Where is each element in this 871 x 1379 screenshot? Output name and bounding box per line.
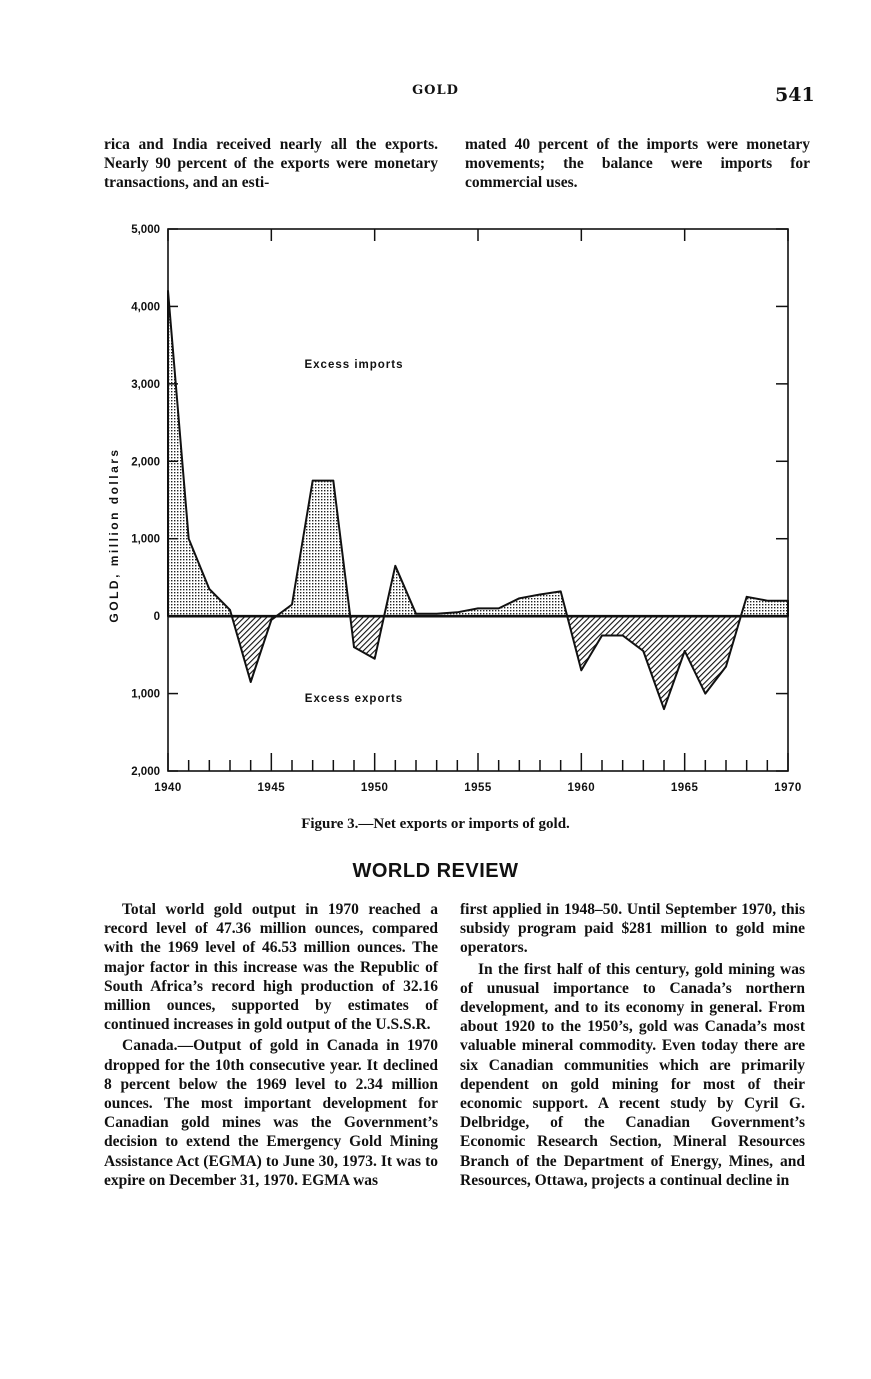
- excess-exports-area-5: [567, 616, 741, 709]
- excess-exports-area-1: [232, 616, 277, 682]
- data-point-1960: [581, 670, 583, 672]
- figure-caption: Figure 3.—Net exports or imports of gold.: [301, 816, 570, 832]
- y-tick-label: 2,000: [131, 766, 160, 778]
- excess-imports-area-6: [741, 597, 788, 616]
- plot-frame: [168, 229, 788, 771]
- excess-exports-area-3: [350, 616, 384, 659]
- excess-imports-area-4: [384, 566, 567, 616]
- left-paragraph-1: Total world gold output in 1970 reached a record level of 47.36 million ounces, compared with the 1969 level of 46.53 million ounces. The major factor in this increase was the Republic of South Africa’s record high production of 32.16 million ounces, supported by estimates of continued increases in gold output of the U.S.S.R.: [104, 901, 438, 1034]
- x-tick-label: 1945: [257, 782, 286, 794]
- excess-imports-area-2: [277, 481, 351, 616]
- top-left-column: [104, 135, 438, 193]
- top-right-column: [465, 135, 810, 193]
- data-point-1941: [188, 538, 190, 540]
- data-point-1943: [229, 609, 231, 611]
- data-point-1946: [291, 604, 293, 606]
- top-left-paragraph: rica and India received nearly all the exports. Nearly 90 percent of the exports were monetary transactions, and an esti-: [104, 136, 438, 192]
- gold-trade-chart: [90, 205, 810, 805]
- data-point-1944: [250, 681, 252, 683]
- x-tick-label: 1965: [670, 782, 699, 794]
- data-point-1967: [725, 666, 727, 668]
- data-point-1942: [209, 588, 211, 590]
- y-tick-label: 4,000: [131, 301, 160, 314]
- x-tick-label: 1960: [567, 782, 596, 794]
- y-tick-label: 1,000: [131, 688, 160, 701]
- data-point-1953: [436, 613, 438, 615]
- left-paragraph-2: [104, 1036, 438, 1190]
- data-point-1963: [643, 650, 645, 652]
- section-heading: WORLD REVIEW: [352, 860, 519, 882]
- data-point-1958: [539, 594, 541, 596]
- bottom-left-column: [104, 900, 438, 1190]
- data-point-1954: [457, 612, 459, 614]
- annotation-excess-exports: Excess exports: [304, 693, 404, 705]
- data-point-1964: [663, 708, 665, 710]
- data-point-1949: [353, 646, 355, 648]
- data-point-1947: [312, 480, 314, 482]
- data-point-1951: [395, 565, 397, 567]
- data-point-1968: [746, 596, 748, 598]
- data-point-1962: [622, 635, 624, 637]
- x-tick-label: 1940: [154, 782, 182, 794]
- chart-svg: [90, 205, 810, 805]
- y-tick-label: 1,000: [131, 533, 160, 546]
- data-point-1952: [415, 613, 417, 615]
- data-point-1969: [767, 600, 769, 602]
- data-point-1945: [271, 619, 273, 621]
- left-paragraph-2-text: —Output of gold in Canada in 1970 dropped for the 10th consecutive year. It declined 8 percent below the 1969 level to 2.34 million ounces. The most important development for Canadian gold mines was the Government’s decision to extend the Emergency Gold Mining Assistance Act (EGMA) to June 30, 1973. It was to expire on December 31, 1970. EGMA was: [104, 1037, 438, 1189]
- data-point-1957: [519, 598, 521, 600]
- data-point-1959: [560, 591, 562, 593]
- axes-layer: [131, 224, 802, 794]
- data-point-1955: [477, 608, 479, 610]
- series-layer: [167, 290, 789, 710]
- y-tick-label: 3,000: [131, 378, 160, 391]
- excess-imports-area-0: [168, 291, 232, 616]
- x-tick-label: 1950: [360, 782, 389, 794]
- running-head: GOLD: [412, 83, 459, 98]
- data-point-1966: [705, 693, 707, 695]
- y-tick-label: 5,000: [131, 224, 160, 236]
- right-paragraph-1: first applied in 1948–50. Until September 1970, this subsidy program paid $281 million to gold mine operators.: [460, 901, 805, 957]
- data-point-1965: [684, 650, 686, 652]
- y-tick-label: 2,000: [131, 456, 160, 469]
- data-point-1950: [374, 658, 376, 660]
- data-point-1956: [498, 608, 500, 610]
- x-tick-label: 1955: [464, 782, 492, 794]
- y-axis-label: GOLD, million dollars: [107, 447, 121, 623]
- data-point-1948: [333, 480, 335, 482]
- page-number: 541: [775, 84, 815, 106]
- annotation-excess-imports: Excess imports: [304, 359, 404, 371]
- x-tick-label: 1970: [774, 782, 802, 794]
- data-point-1961: [601, 635, 603, 637]
- right-paragraph-2: In the first half of this century, gold mining was of unusual importance to Canada’s northern development, and to its economy in general. From about 1920 to the 1950’s, gold was Canada’s most valuable mineral commodity. Even today there are six Canadian communities which are primarily dependent on gold mining for most of their economic support. A recent study by Cyril G. Delbridge, of the Canadian Government’s Economic Research Section, Mineral Resources Branch of the Department of Energy, Mines, and Resources, Ottawa, projects a continual decline in: [460, 960, 805, 1189]
- bottom-right-column: [460, 900, 805, 1190]
- top-right-paragraph: mated 40 percent of the imports were monetary movements; the balance were imports for commercial uses.: [465, 136, 810, 192]
- y-tick-label: 0: [153, 611, 160, 624]
- canada-run-in: Canada.: [122, 1037, 178, 1055]
